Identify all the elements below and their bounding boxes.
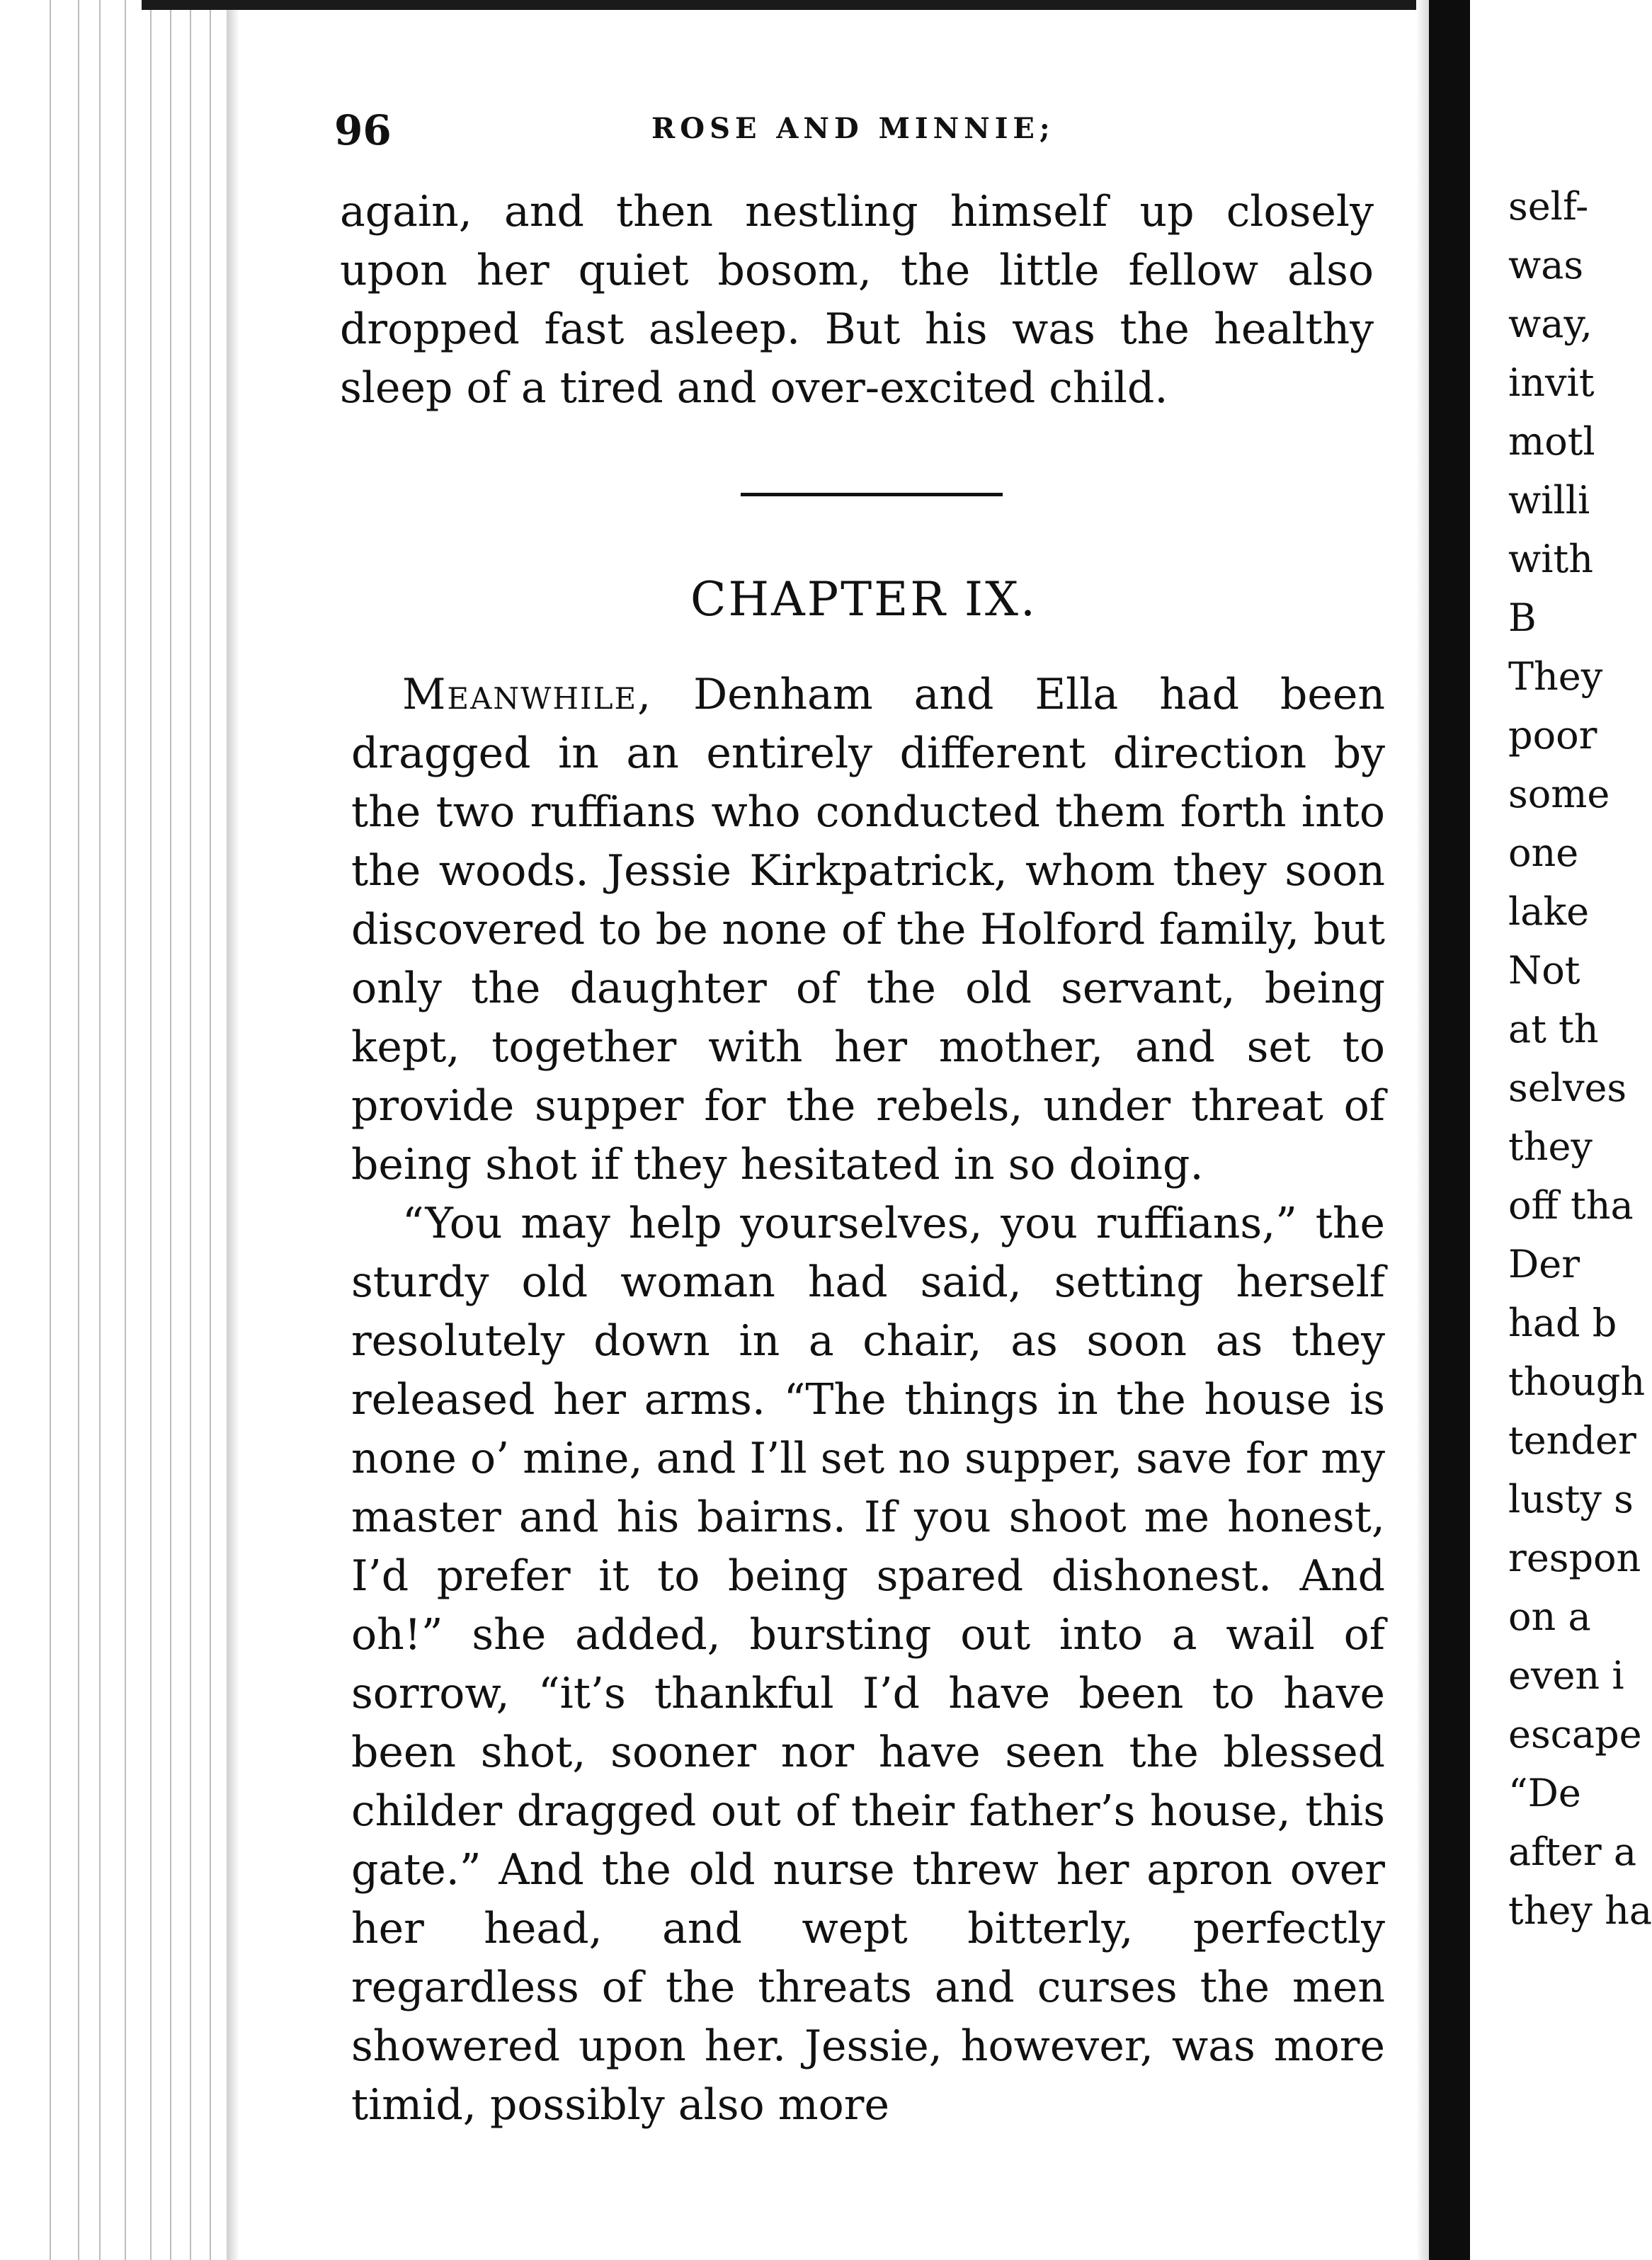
page-number: 96 xyxy=(334,106,392,154)
gutter-shadow xyxy=(1416,0,1429,2260)
chapter-body xyxy=(351,666,1385,2135)
chapter-opening-word: Meanwhile, xyxy=(402,670,653,719)
next-page-fragment xyxy=(1494,0,1652,2260)
next-page-line-fragment: “De xyxy=(1508,1771,1581,1815)
chapter-paragraph-1-text: Denham and Ella had been dragged in an entirely different direction by the two ruffians who conducted them forth into the woods. Jessie Kirkpatrick, whom they soon discovered to be none of the Holford family, but only the daughter of the old servant, being kept, together with her mother, and set to provide supper for the rebels, under threat of being shot if they hesitated in so doing. xyxy=(351,670,1385,1189)
next-page-line-fragment: even i xyxy=(1508,1653,1624,1698)
running-head xyxy=(326,106,1374,156)
next-page-line-fragment: respon xyxy=(1508,1536,1641,1580)
next-page-line-fragment: Not xyxy=(1508,948,1580,993)
next-page-line-fragment: invit xyxy=(1508,360,1595,405)
next-page-line-fragment: motl xyxy=(1508,419,1595,464)
next-page-line-fragment: tender xyxy=(1508,1418,1636,1463)
next-page-line-fragment: though xyxy=(1508,1359,1646,1404)
next-page-line-fragment: willi xyxy=(1508,478,1590,523)
next-page-line-fragment: lusty s xyxy=(1508,1477,1634,1522)
chapter-paragraph-1 xyxy=(351,666,1385,1194)
running-title: ROSE AND MINNIE; xyxy=(651,112,1055,145)
book-gutter xyxy=(1429,0,1470,2260)
next-page-line-fragment: B xyxy=(1508,595,1537,640)
chapter-paragraph-2: “You may help yourselves, you ruffians,” the sturdy old woman had said, setting herself resolutely down in a chair, as soon as they released her arms. “The things in the house is none o’ mine, and I’ll set no supper, save for my master and his bairns. If you shoot me honest, I’d prefer it to being spared dishonest. And oh!” she added, bursting out into a wail of sorrow, “it’s thankful I’d have been to have been shot, sooner nor have seen the blessed childer dragged out of their father’s house, this gate.” And the old nurse threw her apron over her head, and wept bitterly, perfectly regardless of the threats and curses the men showered upon her. Jessie, however, was more timid, possibly also more xyxy=(351,1199,1385,2130)
page-stack-shadow xyxy=(227,0,239,2260)
next-page-line-fragment: lake xyxy=(1508,889,1590,934)
next-page-line-fragment: on a xyxy=(1508,1594,1591,1639)
top-paragraph-block xyxy=(340,183,1374,418)
next-page-line-fragment: at th xyxy=(1508,1007,1599,1051)
page-stack-edge xyxy=(0,0,227,2260)
next-page-line-fragment: after a xyxy=(1508,1830,1637,1874)
top-paragraph: again, and then nestling himself up closely upon her quiet bosom, the little fellow also dropped fast asleep. But his was the healthy sleep of a tired and over-excited child. xyxy=(340,187,1374,413)
next-page-line-fragment: they xyxy=(1508,1124,1593,1169)
section-divider-rule xyxy=(741,493,1003,496)
next-page-line-fragment: selves xyxy=(1508,1066,1627,1110)
next-page-line-fragment: off tha xyxy=(1508,1183,1634,1228)
chapter-title: CHAPTER IX. xyxy=(690,572,1038,627)
next-page-line-fragment: self- xyxy=(1508,184,1589,229)
next-page-line-fragment: escape xyxy=(1508,1712,1642,1757)
next-page-line-fragment: they ha xyxy=(1508,1888,1652,1933)
next-page-line-fragment: They xyxy=(1508,654,1603,699)
next-page-line-fragment: Der xyxy=(1508,1242,1580,1286)
next-page-line-fragment: poor xyxy=(1508,713,1597,758)
next-page-line-fragment: some xyxy=(1508,772,1610,816)
next-page-line-fragment: with xyxy=(1508,537,1593,581)
next-page-line-fragment: one xyxy=(1508,831,1579,875)
book-page xyxy=(326,0,1402,2260)
next-page-line-fragment: was xyxy=(1508,243,1584,287)
next-page-line-fragment: way, xyxy=(1508,302,1593,346)
next-page-line-fragment: had b xyxy=(1508,1301,1617,1345)
